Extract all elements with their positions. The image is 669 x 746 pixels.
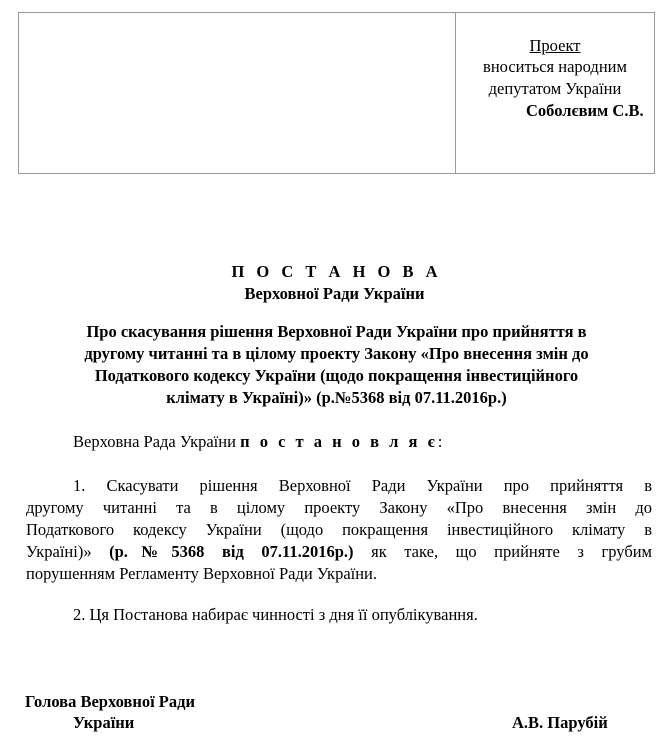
clause-1-line: Податкового кодексу України (щодо покращення інвестиційного клімату в [26, 520, 652, 539]
resolution-intro [73, 431, 442, 453]
header-stamp [456, 13, 654, 173]
clause-1-text: Україні)» [26, 542, 110, 561]
author-name: Соболєвим С.В. [526, 101, 644, 120]
clause-2: 2. Ця Постанова набирає чинності з дня її опублікування. [73, 605, 478, 624]
subject-line: клімату в Україні)» (р.№5368 від 07.11.2016р.) [166, 388, 507, 407]
bill-reference: (р.№5368 від 07.11.2016р.) [109, 542, 354, 561]
intro-colon: : [437, 432, 443, 451]
submitted-by-line1: вноситься народним [483, 57, 627, 76]
submitted-by-line2: депутатом України [488, 79, 622, 98]
document-subject [18, 321, 655, 409]
clause-1-line: порушенням Регламенту Верховної Ради України. [26, 564, 378, 583]
signatory-name: А.В. Парубій [512, 713, 608, 732]
subject-line: Податкового кодексу України (щодо покращення інвестиційного [94, 366, 579, 385]
issuing-body: Верховної Ради України [244, 284, 425, 303]
intro-resolves: п о с т а н о в л я є [240, 432, 438, 451]
clause-1-line: 1. Скасувати рішення Верховної Ради України про прийняття в [73, 476, 652, 495]
subject-line: Про скасування рішення Верховної Ради України про прийняття в [86, 322, 587, 341]
document-type-title: П О С Т А Н О В А [231, 262, 442, 281]
clause-1 [26, 475, 652, 585]
draft-status: Проект [529, 36, 581, 55]
clause-1-line: другому читанні та в цілому проекту Закону «Про внесення змін до [26, 498, 652, 517]
intro-text: Верховна Рада України [73, 432, 241, 451]
clause-1-line [26, 541, 652, 563]
signatory-position-line2: України [73, 713, 135, 732]
header-box [18, 12, 655, 174]
subject-line: другому читанні та в цілому проекту Закону «Про внесення змін до [84, 344, 589, 363]
signatory-position-line1: Голова Верховної Ради [25, 692, 195, 711]
clause-1-text: як таке, що прийняте з грубим [353, 542, 653, 561]
